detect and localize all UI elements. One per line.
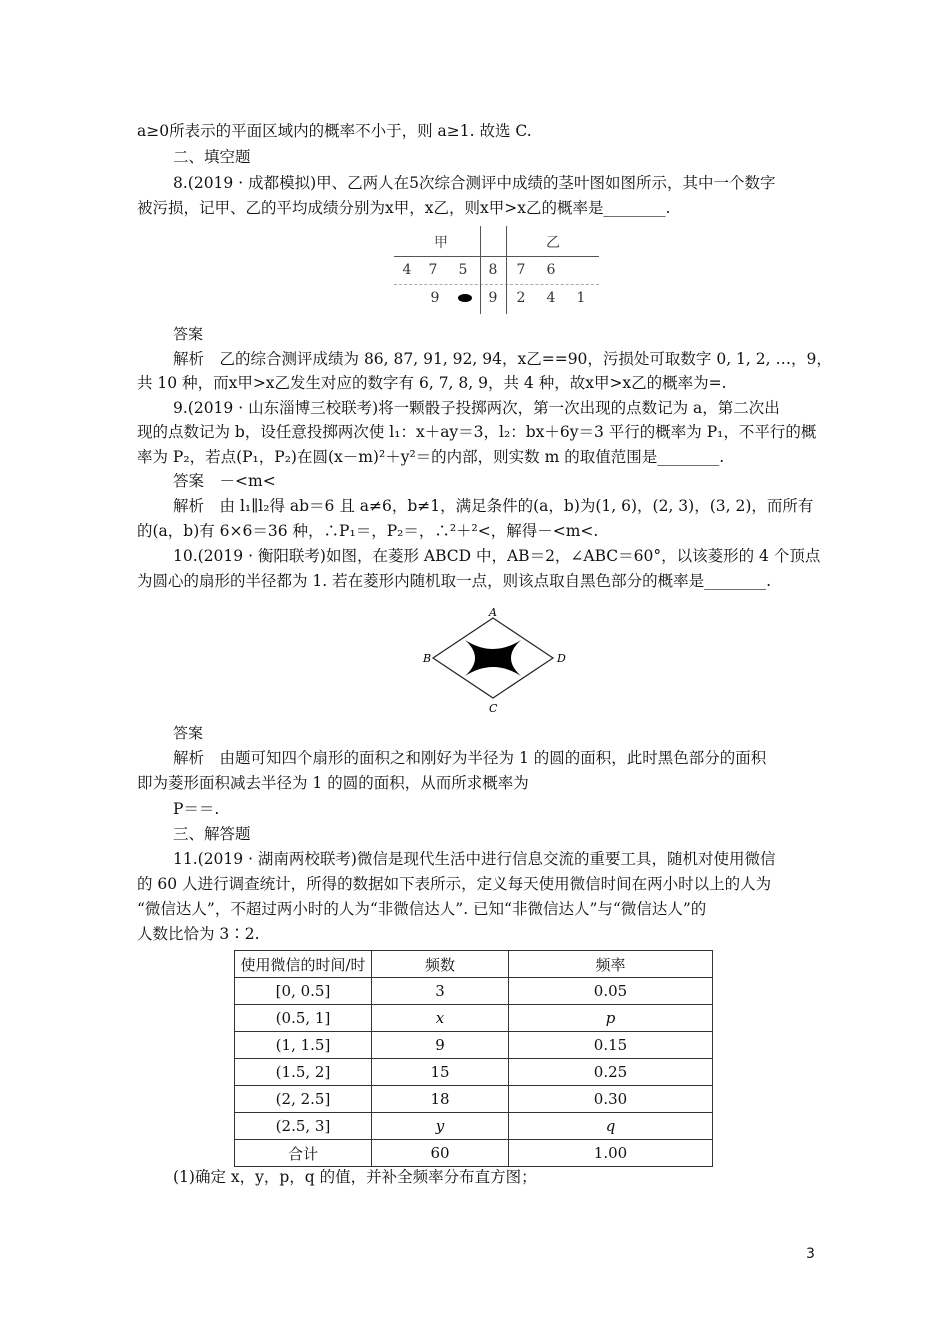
solution-text: 由题可知四个扇形的面积之和刚好为半径为 1 的圆的面积，此时黑色部分的面积 (204, 749, 767, 767)
table-cell: (2.5, 3] (235, 1113, 372, 1140)
vertex-label-a: A (489, 608, 497, 619)
stem-leaf-divider (394, 256, 599, 257)
table-cell: p (509, 1005, 713, 1032)
table-cell: 0.30 (509, 1086, 713, 1113)
frequency-table (234, 950, 713, 1167)
question-10-line: 为圆心的扇形的半径都为 1. 若在菱形内随机取一点，则该点取自黑色部分的概率是________. (137, 572, 772, 590)
table-row (235, 1140, 713, 1167)
solution-text: 乙的综合测评成绩为 86, 87, 91, 92, 94，x乙==90，污损处可取数字 0, 1, 2, …，9， (204, 350, 832, 368)
table-cell: 0.05 (509, 978, 713, 1005)
solution-line: P＝＝. (173, 800, 220, 818)
smudged-digit (458, 294, 472, 302)
question-9-line: 现的点数记为 b，设任意投掷两次使 l₁：x＋ay＝3，l₂：bx＋6y＝3 平行的概率为 P₁，不平行的概 (137, 423, 817, 441)
answer-text: －<m< (204, 472, 276, 490)
page-number: 3 (806, 1246, 815, 1262)
table-cell: 1.00 (509, 1140, 713, 1167)
stem-leaf-plot (394, 226, 599, 314)
table-cell: x (372, 1005, 509, 1032)
question-11-line: 的 60 人进行调查统计，所得的数据如下表所示，定义每天使用微信时间在两小时以上的人为 (137, 875, 772, 893)
table-cell: 0.25 (509, 1059, 713, 1086)
stem-leaf-header-right: 乙 (546, 235, 560, 251)
leaf-right: 4 (546, 290, 556, 306)
column-header: 频率 (509, 951, 713, 978)
column-header: 频数 (372, 951, 509, 978)
table-row (235, 1005, 713, 1032)
question-9-line: 率为 P₂，若点(P₁，P₂)在圆(x－m)²＋y²＝的内部，则实数 m 的取值范围是________. (137, 448, 725, 466)
table-cell: 15 (372, 1059, 509, 1086)
table-cell: (2, 2.5] (235, 1086, 372, 1113)
table-cell: q (509, 1113, 713, 1140)
question-8-line: 8.(2019 · 成都模拟)甲、乙两人在5次综合测评中成绩的茎叶图如图所示，其中一个数字 (173, 174, 776, 192)
column-header: 使用微信的时间/时 (235, 951, 372, 978)
section-heading: 二、填空题 (173, 148, 251, 166)
solution-line (173, 747, 853, 769)
table-row (235, 978, 713, 1005)
leaf-left: 7 (428, 262, 438, 278)
leaf-left: 9 (430, 290, 440, 306)
table-cell: (0.5, 1] (235, 1005, 372, 1032)
leaf-left: 4 (402, 262, 412, 278)
table-row (235, 1086, 713, 1113)
stem: 9 (488, 290, 498, 306)
rhombus-figure (413, 608, 573, 716)
stem-leaf-header-left: 甲 (434, 235, 448, 251)
leaf-right: 1 (576, 290, 586, 306)
text-line: a≥0所表示的平面区域内的概率不小于，则 a≥1. 故选 C. (137, 122, 532, 140)
table-header-row (235, 951, 713, 978)
solution-line: 的(a，b)有 6×6＝36 种，∴P₁＝，P₂＝，∴²＋²<，解得－<m<. (137, 522, 599, 540)
table-cell: 0.15 (509, 1032, 713, 1059)
table-cell: (1, 1.5] (235, 1032, 372, 1059)
table-row (235, 1032, 713, 1059)
solution-label: 解析 (173, 350, 205, 368)
vertex-label-b: B (423, 652, 432, 665)
question-11-part-1: (1)确定 x，y，p，q 的值，并补全频率分布直方图； (173, 1168, 537, 1186)
table-cell: 合计 (235, 1140, 372, 1167)
question-10-line: 10.(2019 · 衡阳联考)如图，在菱形 ABCD 中，AB＝2，∠ABC＝60°，以该菱形的 4 个顶点 (173, 547, 821, 565)
solution-text: 由 l₁∥l₂得 ab＝6 且 a≠6，b≠1，满足条件的(a，b)为(1, 6)，(2, 3)，(3, 2)，而所有 (204, 497, 814, 515)
table-cell: 18 (372, 1086, 509, 1113)
question-11-line: 11.(2019 · 湖南两校联考)微信是现代生活中进行信息交流的重要工具，随机对使用微信 (173, 850, 776, 868)
answer-label: 答案 (173, 472, 205, 490)
question-9-line: 9.(2019 · 山东淄博三校联考)将一颗骰子投掷两次，第一次出现的点数记为 a，第二次出 (173, 399, 780, 417)
solution-label: 解析 (173, 497, 205, 515)
table-cell: 9 (372, 1032, 509, 1059)
solution-line (173, 495, 853, 517)
stem-leaf-divider (394, 284, 599, 285)
question-11-line: 人数比恰为 3∶2. (137, 925, 260, 943)
solution-line (173, 348, 853, 370)
stem-leaf-divider (480, 226, 481, 314)
table-row (235, 1059, 713, 1086)
section-heading: 三、解答题 (173, 825, 251, 843)
table-cell: 60 (372, 1140, 509, 1167)
table-cell: [0, 0.5] (235, 978, 372, 1005)
answer-line (173, 470, 853, 492)
table-row (235, 1113, 713, 1140)
table-cell: (1.5, 2] (235, 1059, 372, 1086)
question-11-line: “微信达人”，不超过两小时的人为“非微信达人”. 已知“非微信达人”与“微信达人”的 (137, 900, 707, 918)
leaf-right: 2 (516, 290, 526, 306)
leaf-right: 6 (546, 262, 556, 278)
leaf-right: 7 (516, 262, 526, 278)
stem: 8 (488, 262, 498, 278)
answer-label: 答案 (173, 724, 204, 742)
table-cell: 3 (372, 978, 509, 1005)
solution-line: 共 10 种，而x甲>x乙发生对应的数字有 6, 7, 8, 9，共 4 种，故x甲>x乙的概率为=. (137, 374, 727, 392)
leaf-left: 5 (458, 262, 468, 278)
vertex-label-c: C (489, 702, 498, 715)
solution-line: 即为菱形面积减去半径为 1 的圆的面积，从而所求概率为 (137, 774, 529, 792)
question-8-line: 被污损，记甲、乙的平均成绩分别为x甲，x乙，则x甲>x乙的概率是________. (137, 199, 671, 217)
vertex-label-d: D (557, 652, 566, 665)
table-cell: y (372, 1113, 509, 1140)
answer-label: 答案 (173, 325, 204, 343)
solution-label: 解析 (173, 749, 205, 767)
stem-leaf-divider (506, 226, 507, 314)
